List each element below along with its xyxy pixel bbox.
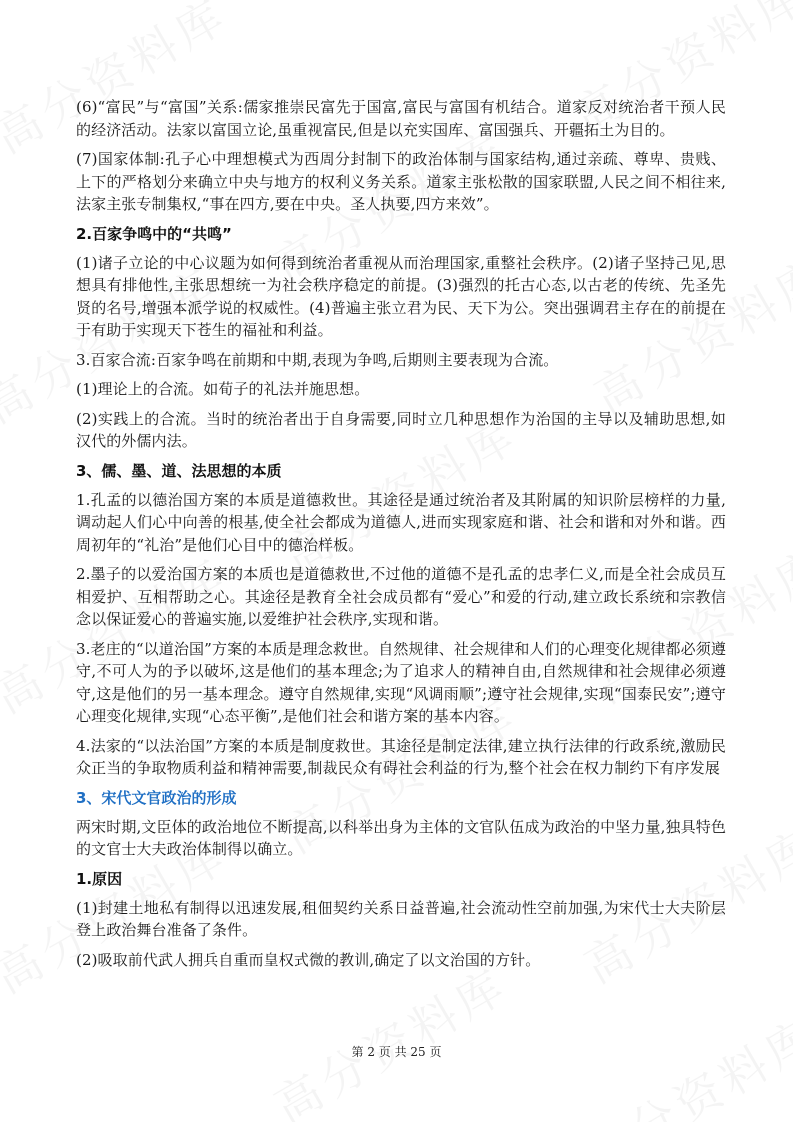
paragraph-mohist-essence: 2.墨子的以爱治国方案的本质也是道德救世,不过他的道德不是孔孟的忠孝仁义,而是全社会成员互相爱护、互相帮助之心。其途径是教育全社会成员都有“爱心”和爱的行动,建立政长系统和宗教信念以保证爱心的普遍实施,以爱维护社会秩序,实现和谐。 (76, 565, 726, 628)
document-body (76, 96, 726, 978)
heading-causes: 1.原因 (76, 869, 123, 888)
paragraph-state-system: (7)国家体制:孔子心中理想模式为西周分封制下的政治体制与国家结构,通过亲疏、尊卑、贵贱、上下的严格划分来确立中央与地方的权利义务关系。道家主张松散的国家联盟,人民之间不相往来,法家主张专制集权,“事在四方,要在中央。圣人执要,四方来效”。 (76, 150, 726, 213)
heading-essence-of-schools: 3、儒、墨、道、法思想的本质 (76, 461, 282, 480)
paragraph-confucian-essence: 1.孔孟的以德治国方案的本质是道德救世。其途径是通过统治者及其附属的知识阶层榜样的力量,调动起人们心中向善的根基,使全社会都成为道德人,进而实现家庭和谐、社会和谐和对外和谐。西周初年的“礼治”是他们心目中的德治样板。 (76, 490, 726, 554)
paragraph-consensus-points: (1)诸子立论的中心议题为如何得到统治者重视从而治理国家,重整社会秩序。(2)诸子坚持己见,思想具有排他性,主张思想统一为社会秩序稳定的前提。(3)强烈的托古心态,以古老的传统、先圣先贤的名号,增强本派学说的权威性。(4)普遍主张立君为民、天下为公。突出强调君主存在的前提在于有助于实现天下苍生的福祉和利益。 (76, 253, 726, 339)
paragraph-practice-confluence: (2)实践上的合流。当时的统治者出于自身需要,同时立几种思想作为治国的主导以及辅助思想,如汉代的外儒内法。 (76, 409, 726, 450)
paragraph-taoist-essence: 3.老庄的“以道治国”方案的本质是理念救世。自然规律、社会规律和人们的心理变化规律都必须遵守,不可人为的予以破坏,这是他们的基本理念;为了追求人的精神自由,自然规律和社会规律必须遵守,这是他们的另一基本理念。遵守自然规律,实现“风调雨顺”;遵守社会规律,实现“国泰民安”;遵守心理变化规律,实现“心态平衡”,是他们社会和谐方案的基本内容。 (76, 639, 726, 725)
paragraph-confluence: 3.百家合流:百家争鸣在前期和中期,表现为争鸣,后期则主要表现为合流。 (76, 350, 559, 369)
paragraph-rich-people-rich-state: (6)“富民”与“富国”关系:儒家推崇民富先于国富,富民与富国有机结合。道家反对统治者干预人民的经济活动。法家以富国立论,虽重视富民,但是以充实国库、富国强兵、开疆拓土为目的。 (76, 98, 726, 139)
paragraph-legalist-essence: 4.法家的“以法治国”方案的本质是制度救世。其途径是制定法律,建立执行法律的行政系统,激励民众正当的争取物质利益和精神需要,制裁民众有碍社会利益的行为,整个社会在权力制约下有序发展 (76, 736, 726, 777)
paragraph-song-intro: 两宋时期,文臣体的政治地位不断提高,以科举出身为主体的文官队伍成为政治的中坚力量,独具特色的文官士大夫政治体制得以确立。 (76, 817, 726, 858)
paragraph-cause-land: (1)封建土地私有制得以迅速发展,租佃契约关系日益普遍,社会流动性空前加强,为宋代士大夫阶层登上政治舞台准备了条件。 (76, 898, 726, 939)
heading-song-civil-politics: 3、宋代文官政治的形成 (76, 788, 237, 807)
paragraph-cause-lesson: (2)吸取前代武人拥兵自重而皇权式微的教训,确定了以文治国的方针。 (76, 950, 541, 969)
watermark (571, 999, 793, 1122)
heading-consensus: 2.百家争鸣中的“共鸣” (76, 224, 232, 243)
page-number-footer: 第 2 页 共 25 页 (351, 1045, 442, 1059)
paragraph-theory-confluence: (1)理论上的合流。如荀子的礼法并施思想。 (76, 380, 370, 398)
